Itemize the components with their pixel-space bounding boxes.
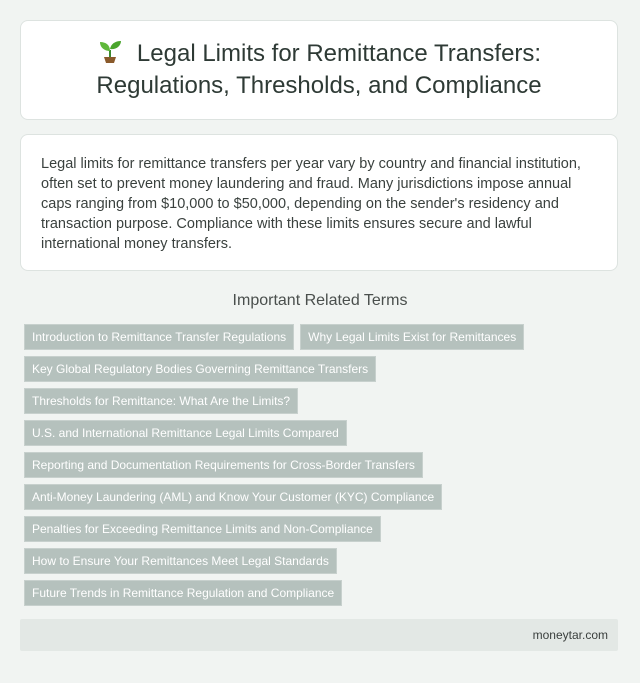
tag-row (24, 388, 620, 414)
related-term-tag[interactable]: Future Trends in Remittance Regulation and Compliance (24, 580, 342, 606)
related-term-tag[interactable]: Thresholds for Remittance: What Are the Limits? (24, 388, 298, 414)
related-term-tag[interactable]: Introduction to Remittance Transfer Regulations (24, 324, 294, 350)
related-term-tag[interactable]: Anti-Money Laundering (AML) and Know Your Customer (KYC) Compliance (24, 484, 442, 510)
tag-row (24, 548, 620, 574)
intro-text: Legal limits for remittance transfers per year vary by country and financial institution, often set to prevent money laundering and fraud. Many jurisdictions impose annual caps ranging from $10,000 to $50,000, depending on the sender's residency and transaction purpose. Compliance with these limits ensures secure and lawful international money transfers. (41, 156, 581, 252)
page-title (21, 38, 617, 102)
related-term-tag[interactable]: How to Ensure Your Remittances Meet Legal Standards (24, 548, 337, 574)
related-terms-list (24, 324, 620, 612)
tag-row (24, 420, 620, 446)
related-term-tag[interactable]: U.S. and International Remittance Legal Limits Compared (24, 420, 347, 446)
related-term-tag[interactable]: Reporting and Documentation Requirements for Cross-Border Transfers (24, 452, 423, 478)
title-card (20, 20, 618, 120)
related-terms-heading: Important Related Terms (232, 292, 408, 309)
tag-row (24, 580, 620, 606)
tag-row (24, 356, 620, 382)
intro-card (20, 134, 618, 271)
tag-row (24, 516, 620, 542)
related-term-tag[interactable]: Key Global Regulatory Bodies Governing Remittance Transfers (24, 356, 376, 382)
tag-row (24, 484, 620, 510)
page-title-text: Legal Limits for Remittance Transfers: Regulations, Thresholds, and Compliance (96, 40, 542, 99)
tag-row (24, 452, 620, 478)
related-term-tag[interactable]: Penalties for Exceeding Remittance Limits and Non-Compliance (24, 516, 381, 542)
footer-site-link[interactable]: moneytar.com (532, 628, 608, 642)
tag-row (24, 324, 620, 350)
sprout-icon (97, 38, 123, 64)
footer (20, 619, 618, 651)
related-term-tag[interactable]: Why Legal Limits Exist for Remittances (300, 324, 524, 350)
